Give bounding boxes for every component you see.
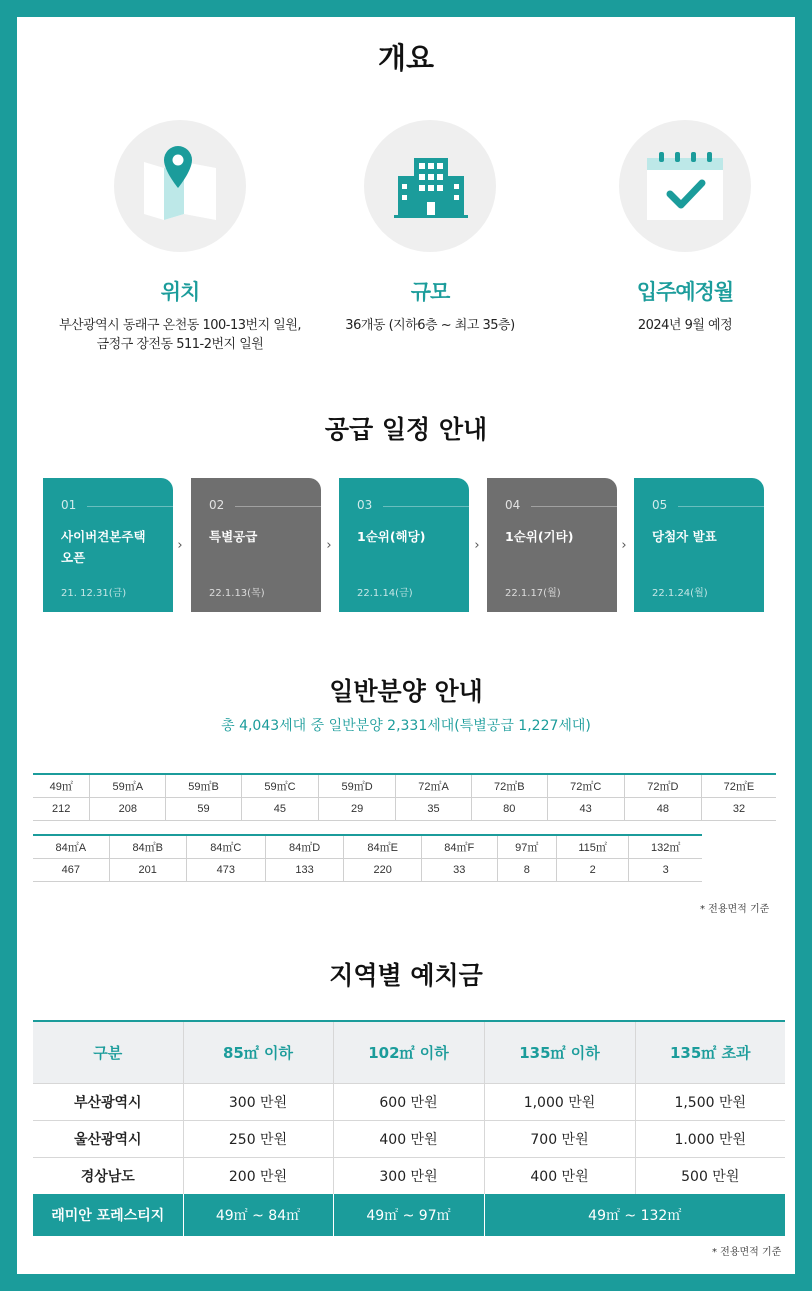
area-range: 49㎡ ~ 84㎡ bbox=[183, 1194, 333, 1236]
unit-type: 59㎡A bbox=[90, 774, 166, 797]
deposit-amount: 250 만원 bbox=[183, 1120, 333, 1157]
step-label: 특별공급 bbox=[209, 529, 258, 544]
feature-location-desc bbox=[45, 316, 315, 354]
step-date: 22.1.13(목) bbox=[209, 588, 265, 599]
step-divider bbox=[678, 506, 764, 507]
deposit-amount: 500 만원 bbox=[635, 1157, 785, 1194]
unit-count: 43 bbox=[547, 797, 624, 820]
table-row bbox=[33, 1157, 785, 1194]
region-name: 울산광역시 bbox=[33, 1120, 183, 1157]
unit-count: 3 bbox=[629, 858, 702, 881]
deposit-header: 135㎡ 초과 bbox=[635, 1021, 785, 1083]
step-number: 05 bbox=[652, 498, 668, 512]
unit-type: 84㎡E bbox=[344, 835, 421, 858]
step-date: 22.1.24(월) bbox=[652, 588, 708, 599]
chevron-right-icon: › bbox=[326, 538, 332, 553]
step-date: 22.1.17(월) bbox=[505, 588, 561, 599]
feature-location bbox=[45, 120, 315, 354]
unit-count: 80 bbox=[471, 797, 547, 820]
unit-type: 59㎡D bbox=[319, 774, 396, 797]
schedule-title: 공급 일정 안내 bbox=[324, 415, 488, 444]
deposit-amount: 300 만원 bbox=[183, 1083, 333, 1120]
deposit-amount: 1,500 만원 bbox=[635, 1083, 785, 1120]
chevron-right-icon: › bbox=[177, 538, 183, 553]
step-divider bbox=[235, 506, 321, 507]
region-name: 부산광역시 bbox=[33, 1083, 183, 1120]
unit-count-row bbox=[33, 858, 702, 881]
unit-count: 48 bbox=[624, 797, 701, 820]
deposit-title: 지역별 예치금 bbox=[329, 961, 483, 990]
step-divider bbox=[531, 506, 617, 507]
map-pin-icon bbox=[114, 120, 246, 252]
deposit-header: 85㎡ 이하 bbox=[183, 1021, 333, 1083]
feature-movein-title: 입주예정월 bbox=[636, 280, 734, 304]
schedule-step-3 bbox=[339, 478, 469, 612]
unit-type: 59㎡B bbox=[166, 774, 242, 797]
unit-count: 208 bbox=[90, 797, 166, 820]
unit-count: 212 bbox=[33, 797, 90, 820]
feature-scale-desc bbox=[295, 316, 565, 335]
deposit-amount: 1,000 만원 bbox=[484, 1083, 635, 1120]
area-range: 49㎡ ~ 97㎡ bbox=[333, 1194, 484, 1236]
unit-count: 33 bbox=[421, 858, 497, 881]
deposit-header: 102㎡ 이하 bbox=[333, 1021, 484, 1083]
unit-count: 8 bbox=[497, 858, 556, 881]
deposit-amount: 400 만원 bbox=[333, 1120, 484, 1157]
unit-type: 72㎡D bbox=[624, 774, 701, 797]
chevron-right-icon: › bbox=[621, 538, 627, 553]
unit-count: 29 bbox=[319, 797, 396, 820]
sale-footnote: * 전용면적 기준 bbox=[700, 904, 770, 915]
deposit-amount: 400 만원 bbox=[484, 1157, 635, 1194]
step-label: 당첨자 발표 bbox=[652, 529, 717, 544]
step-number: 02 bbox=[209, 498, 225, 512]
location-line-2: 금정구 장전동 511-2번지 일원 bbox=[96, 337, 264, 352]
feature-movein bbox=[550, 120, 812, 335]
sale-title: 일반분양 안내 bbox=[329, 677, 483, 706]
unit-type: 59㎡C bbox=[241, 774, 318, 797]
unit-type: 84㎡D bbox=[265, 835, 344, 858]
unit-count: 133 bbox=[265, 858, 344, 881]
feature-scale-title: 규모 bbox=[410, 280, 450, 304]
scale-line-1: 36개동 (지하6층 ~ 최고 35층) bbox=[345, 318, 515, 333]
step-date: 21. 12.31(금) bbox=[61, 588, 127, 599]
deposit-header-row bbox=[33, 1021, 785, 1083]
unit-type: 49㎡ bbox=[33, 774, 90, 797]
unit-type: 72㎡B bbox=[471, 774, 547, 797]
calendar-check-icon bbox=[619, 120, 751, 252]
step-number: 01 bbox=[61, 498, 77, 512]
deposit-amount: 600 만원 bbox=[333, 1083, 484, 1120]
unit-count: 45 bbox=[241, 797, 318, 820]
unit-type: 72㎡E bbox=[701, 774, 776, 797]
unit-count: 220 bbox=[344, 858, 421, 881]
unit-count: 467 bbox=[33, 858, 109, 881]
schedule-step-2 bbox=[191, 478, 321, 612]
step-number: 03 bbox=[357, 498, 373, 512]
sale-subtitle: 총 4,043세대 중 일반분양 2,331세대(특별공급 1,227세대) bbox=[221, 718, 591, 734]
unit-count: 35 bbox=[396, 797, 472, 820]
region-name: 경상남도 bbox=[33, 1157, 183, 1194]
feature-movein-desc bbox=[550, 316, 812, 335]
deposit-amount: 1.000 만원 bbox=[635, 1120, 785, 1157]
unit-count: 201 bbox=[109, 858, 186, 881]
step-number: 04 bbox=[505, 498, 521, 512]
deposit-table bbox=[33, 1020, 785, 1236]
step-divider bbox=[383, 506, 469, 507]
unit-type: 84㎡C bbox=[186, 835, 265, 858]
schedule-step-4 bbox=[487, 478, 617, 612]
chevron-right-icon: › bbox=[474, 538, 480, 553]
unit-table-1 bbox=[33, 773, 776, 821]
unit-type: 115㎡ bbox=[556, 835, 628, 858]
deposit-header: 135㎡ 이하 bbox=[484, 1021, 635, 1083]
feature-location-title: 위치 bbox=[160, 280, 200, 304]
highlight-row bbox=[33, 1194, 785, 1236]
unit-count-row bbox=[33, 797, 776, 820]
unit-type: 84㎡F bbox=[421, 835, 497, 858]
feature-scale bbox=[295, 120, 565, 335]
step-date: 22.1.14(금) bbox=[357, 588, 413, 599]
unit-type: 72㎡A bbox=[396, 774, 472, 797]
step-label: 1순위(기타) bbox=[505, 529, 574, 544]
step-divider bbox=[87, 506, 173, 507]
project-name: 래미안 포레스티지 bbox=[33, 1194, 183, 1236]
unit-table-2 bbox=[33, 834, 702, 882]
area-range: 49㎡ ~ 132㎡ bbox=[484, 1194, 785, 1236]
deposit-amount: 300 만원 bbox=[333, 1157, 484, 1194]
schedule-step-5 bbox=[634, 478, 764, 612]
overview-title: 개요 bbox=[377, 41, 435, 75]
deposit-footnote: * 전용면적 기준 bbox=[712, 1247, 782, 1258]
unit-type: 84㎡B bbox=[109, 835, 186, 858]
movein-line-1: 2024년 9월 예정 bbox=[637, 318, 733, 333]
unit-type: 84㎡A bbox=[33, 835, 109, 858]
deposit-amount: 200 만원 bbox=[183, 1157, 333, 1194]
unit-count: 32 bbox=[701, 797, 776, 820]
unit-type: 132㎡ bbox=[629, 835, 702, 858]
step-label: 사이버견본주택 오픈 bbox=[61, 529, 146, 565]
table-row bbox=[33, 1120, 785, 1157]
unit-type-row bbox=[33, 774, 776, 797]
unit-type: 97㎡ bbox=[497, 835, 556, 858]
unit-type: 72㎡C bbox=[547, 774, 624, 797]
unit-type-row bbox=[33, 835, 702, 858]
deposit-header: 구분 bbox=[33, 1021, 183, 1083]
step-label: 1순위(해당) bbox=[357, 529, 426, 544]
deposit-amount: 700 만원 bbox=[484, 1120, 635, 1157]
schedule-step-1 bbox=[43, 478, 173, 612]
table-row bbox=[33, 1083, 785, 1120]
unit-count: 473 bbox=[186, 858, 265, 881]
location-line-1: 부산광역시 동래구 온천동 100-13번지 일원, bbox=[58, 318, 302, 333]
building-icon bbox=[364, 120, 496, 252]
unit-count: 59 bbox=[166, 797, 242, 820]
unit-count: 2 bbox=[556, 858, 628, 881]
